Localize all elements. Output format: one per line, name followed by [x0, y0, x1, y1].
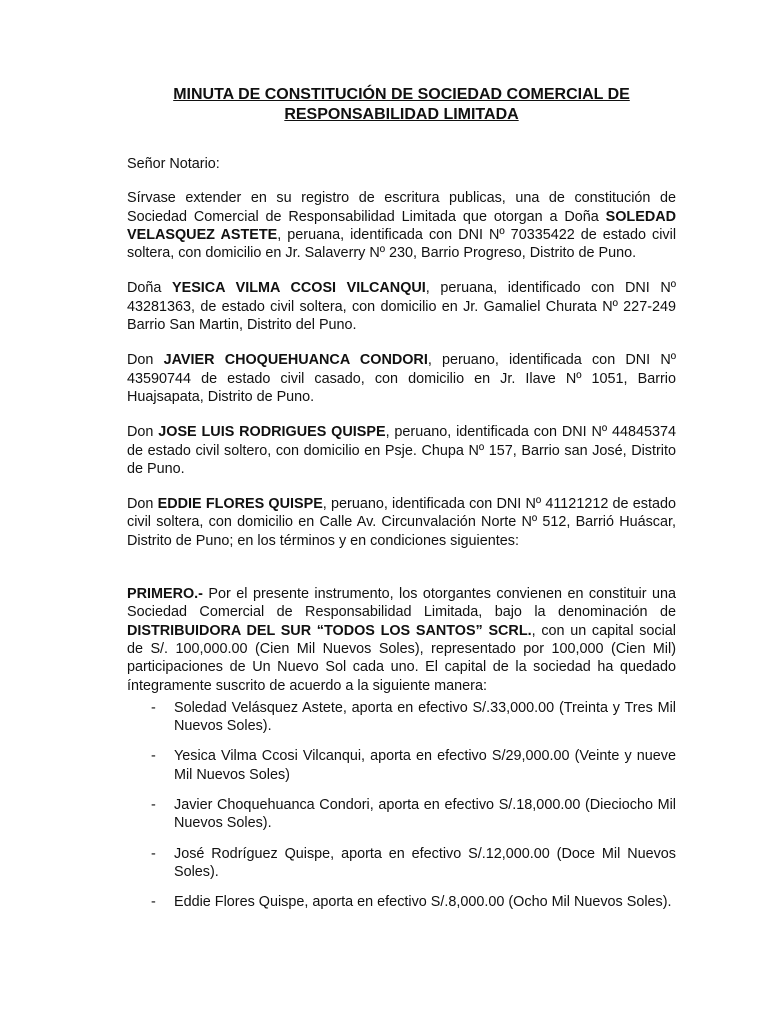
- partner-text: , peruano, identificada con DNI Nº 41121212 de estado civil soltera, con domicilio en Calle Av. Circunvalación Norte Nº 512, Barrió Huáscar, Distrito de Puno; en los términos y en condiciones siguientes:: [127, 496, 676, 549]
- partner-name: JAVIER CHOQUEHUANCA CONDORI: [163, 352, 428, 369]
- partner-paragraph: [127, 351, 676, 406]
- partner-prefix: Don: [127, 496, 158, 513]
- title-line-2: RESPONSABILIDAD LIMITADA: [284, 106, 519, 123]
- clause-text-2: , con un capital social de S/. 100,000.00 (Cien Mil Nuevos Soles), representado por 100,000 (Cien Mil) participaciones de Un Nuevo Sol cada uno. El capital de la sociedad ha quedado íntegramente suscrito de acuerdo a la siguiente manera:: [127, 622, 676, 694]
- primero-clause: [127, 585, 676, 695]
- clause-label: PRIMERO.-: [127, 586, 203, 603]
- intro-text-before: Sírvase extender en su registro de escritura publicas, una de constitución de Sociedad Comercial de Responsabilidad Limitada que otorgan a Doña: [127, 190, 676, 225]
- partner-prefix: Doña: [127, 280, 172, 297]
- list-bullet: -: [151, 748, 156, 765]
- partner-paragraph: [127, 279, 676, 334]
- intro-text-after: , peruana, identificada con DNI Nº 70335422 de estado civil soltera, con domicilio en Jr. Salaverry Nº 230, Barrio Progreso, Distrito de Puno.: [127, 226, 677, 262]
- title-line-1: MINUTA DE CONSTITUCIÓN DE SOCIEDAD COMERCIAL DE: [173, 86, 630, 103]
- contribution-text: Yesica Vilma Ccosi Vilcanqui, aporta en efectivo S/29,000.00 (Veinte y nueve Mil Nuevos Soles): [174, 748, 676, 783]
- partner-paragraph: [127, 495, 676, 550]
- company-name: DISTRIBUIDORA DEL SUR “TODOS LOS SANTOS” SCRL.: [127, 622, 532, 639]
- list-item: [127, 893, 676, 911]
- partner-paragraph: [127, 423, 676, 478]
- list-bullet: -: [151, 699, 156, 716]
- partner-name: EDDIE FLORES QUISPE: [157, 496, 323, 513]
- salutation: Señor Notario:: [127, 156, 220, 172]
- contribution-text: Eddie Flores Quispe, aporta en efectivo S/.8,000.00 (Ocho Mil Nuevos Soles).: [174, 894, 672, 911]
- contribution-list: [127, 699, 676, 912]
- contribution-text: Javier Choquehuanca Condori, aporta en efectivo S/.18,000.00 (Dieciocho Mil Nuevos Soles).: [174, 797, 676, 832]
- intro-name: SOLEDAD VELASQUEZ ASTETE: [127, 208, 676, 243]
- document-title: [127, 85, 676, 125]
- intro-paragraph: [127, 189, 676, 262]
- partner-name: JOSE LUIS RODRIGUES QUISPE: [158, 424, 386, 441]
- contribution-text: José Rodríguez Quispe, aporta en efectivo S/.12,000.00 (Doce Mil Nuevos Soles).: [174, 845, 676, 880]
- partner-name: YESICA VILMA CCOSI VILCANQUI: [172, 280, 426, 297]
- contribution-text: Soledad Velásquez Astete, aporta en efectivo S/.33,000.00 (Treinta y Tres Mil Nuevos Soles).: [174, 699, 676, 735]
- partner-text: , peruano, identificada con DNI Nº 44845374 de estado civil soltero, con domicilio en Psje. Chupa Nº 157, Barrio san José, Distrito de Puno.: [127, 424, 676, 477]
- list-bullet: -: [151, 845, 156, 862]
- partner-prefix: Don: [127, 352, 164, 369]
- list-bullet: -: [151, 894, 156, 911]
- partner-text: , peruana, identificado con DNI Nº 43281363, de estado civil soltera, con domicilio en Jr. Gamaliel Churata Nº 227-249 Barrio San Martin, Distrito del Puno.: [127, 280, 676, 334]
- list-bullet: -: [151, 797, 156, 814]
- partner-text: , peruano, identificada con DNI Nº 43590744 de estado civil casado, con domicilio en Jr. Ilave Nº 1051, Barrio Huajsapata, Distrito de Puno.: [127, 352, 676, 405]
- list-item: [127, 747, 676, 784]
- clause-text-1: Por el presente instrumento, los otorgantes convienen en constituir una Sociedad Comercial de Responsabilidad Limitada, bajo la denominación de: [127, 586, 676, 621]
- list-item: [127, 699, 676, 736]
- partner-prefix: Don: [127, 424, 159, 441]
- list-item: [127, 845, 676, 882]
- list-item: [127, 796, 676, 833]
